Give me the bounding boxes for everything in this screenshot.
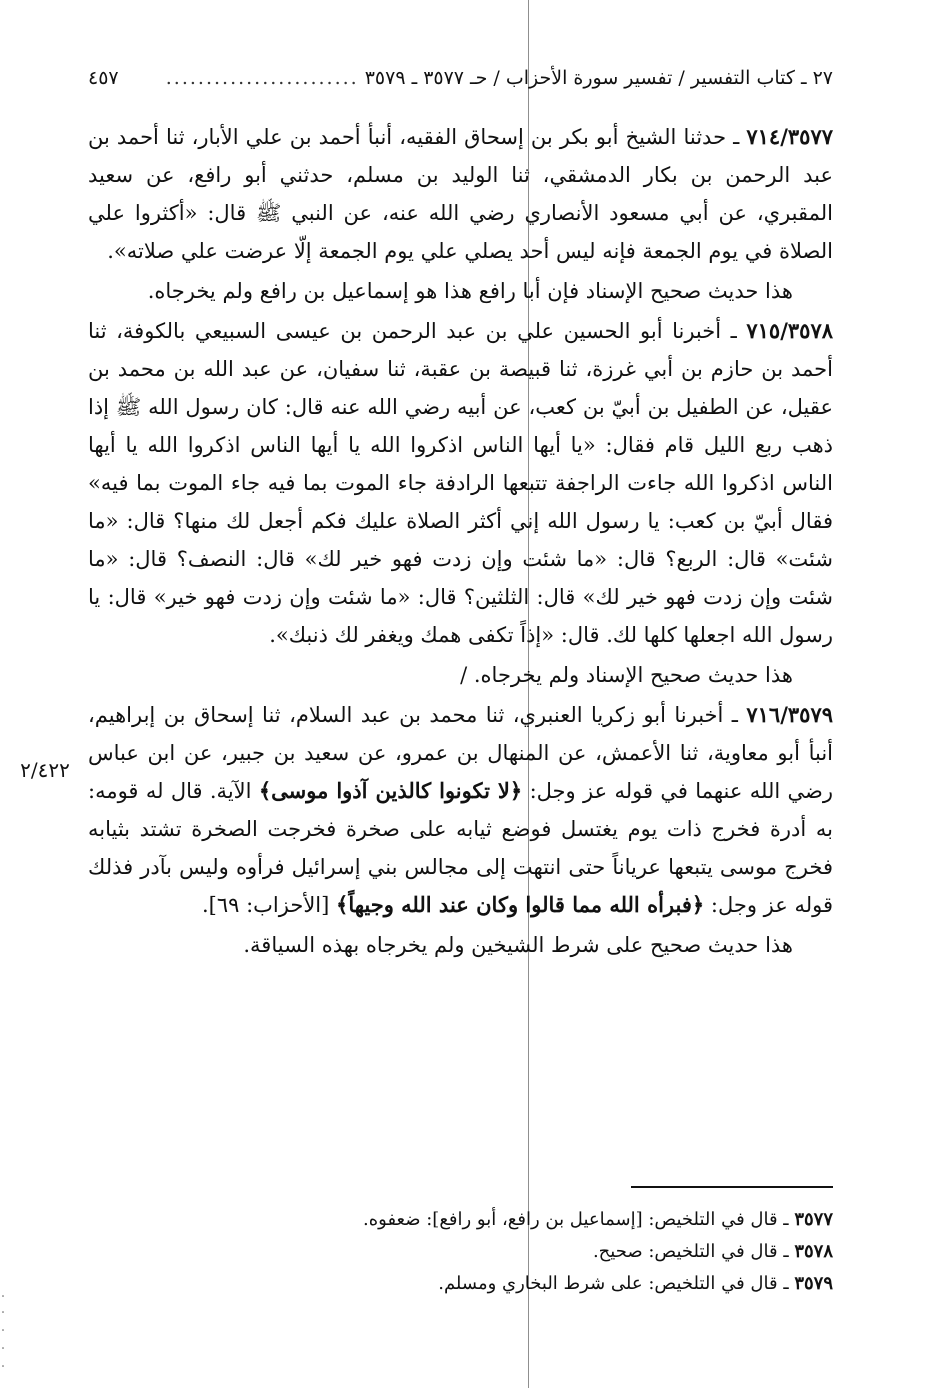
main-text bbox=[88, 118, 833, 966]
quran-verse: ﴿لا تكونوا كالذين آذوا موسى﴾ bbox=[258, 778, 523, 803]
hadith-verdict: هذا حديث صحيح الإسناد فإن أبا رافع هذا هو إسماعيل بن رافع ولم يخرجاه. bbox=[147, 279, 793, 303]
footnote bbox=[250, 1204, 833, 1236]
footnote-number: ٣٥٧٧ bbox=[794, 1209, 833, 1230]
footnote bbox=[250, 1236, 833, 1268]
footnotes bbox=[250, 1204, 833, 1300]
header-title: ٢٧ ـ كتاب التفسير / تفسير سورة الأحزاب / حـ ٣٥٧٧ ـ ٣٥٧٩ bbox=[364, 67, 833, 89]
hadith-number: ٧١٤/٣٥٧٧ bbox=[746, 124, 833, 149]
hadith-number: ٧١٥/٣٥٧٨ bbox=[746, 318, 833, 343]
scan-specks bbox=[0, 1290, 6, 1380]
hadith-entry-3577 bbox=[88, 118, 833, 270]
page-number: ٤٥٧ bbox=[88, 67, 119, 89]
hadith-number: ٧١٦/٣٥٧٩ bbox=[746, 702, 833, 727]
footnote-text: ـ قال في التلخيص: على شرط البخاري ومسلم. bbox=[438, 1273, 789, 1294]
quran-verse: ﴿فبرأه الله مما قالوا وكان عند الله وجيهاً﴾ bbox=[336, 892, 705, 917]
footnote bbox=[250, 1268, 833, 1300]
hadith-entry-3579 bbox=[88, 696, 833, 924]
margin-reference: ٢/٤٢٢ bbox=[20, 758, 70, 782]
footnote-text: ـ قال في التلخيص: [إسماعيل بن رافع، أبو رافع]: ضعفوه. bbox=[363, 1209, 789, 1230]
hadith-text: ـ أخبرنا أبو زكريا العنبري، ثنا محمد بن عبد السلام، ثنا إسحاق بن إبراهيم، أنبأ أبو معاوية، ثنا الأعمش، عن المنهال بن عمرو، عن سعيد بن جبير، عن ابن عباس رضي الله عنهما في قوله عز وجل: bbox=[88, 703, 834, 803]
running-header bbox=[88, 62, 833, 94]
footnote-number: ٣٥٧٩ bbox=[794, 1273, 833, 1294]
verse-reference: [الأحزاب: ٦٩]. bbox=[201, 893, 330, 917]
hadith-text: ـ أخبرنا أبو الحسين علي بن عبد الرحمن بن عيسى السبيعي بالكوفة، ثنا أحمد بن حازم بن أبي غرزة، ثنا قبيصة بن عقبة، ثنا سفيان، عن عبد الله بن محمد بن عقيل، عن الطفيل بن أبيّ بن كعب، عن أبيه رضي الله عنه قال: كان رسول الله ﷺ إذا ذهب ربع الليل قام فقال: «يا أيها الناس اذكروا الله يا أيها الناس اذكروا الله يا أيها الناس اذكروا الله جاءت الراجفة تتبعها الرادفة جاء الموت بما فيه جاء الموت بما فيه» فقال أبيّ بن كعب: يا رسول الله إني أكثر الصلاة عليك فكم أجعل لك منها؟ قال: «ما شئت» قال: الربع؟ قال: «ما شئت وإن زدت فهو خير لك» قال: النصف؟ قال: «ما شئت وإن زدت فهو خير لك» قال: الثلثين؟ قال: «ما شئت وإن زدت فهو خير» قال: يا رسول الله اجعلها كلها لك. قال: «إذاً تكفى همك ويغفر لك ذنبك». bbox=[88, 319, 833, 647]
footnote-text: ـ قال في التلخيص: صحيح. bbox=[592, 1241, 789, 1262]
hadith-verdict: هذا حديث صحيح الإسناد ولم يخرجاه. / bbox=[460, 663, 793, 687]
hadith-text: الآية. قال له قومه: به أدرة فخرج ذات يوم يغتسل فوضع ثيابه على صخرة فخرجت الصخرة تشتد بثيابه فخرج موسى يتبعها عرياناً حتى انتهت إلى مجالس بني إسرائيل فرأوه وليس بآدر فذلك قوله عز وجل: bbox=[88, 779, 833, 917]
footnote-separator bbox=[631, 1186, 833, 1188]
header-leader-dots: ........................ bbox=[165, 67, 359, 89]
hadith-verdict: هذا حديث صحيح على شرط الشيخين ولم يخرجاه بهذه السياقة. bbox=[243, 933, 793, 957]
footnote-number: ٣٥٧٨ bbox=[794, 1241, 833, 1262]
hadith-entry-3578 bbox=[88, 312, 833, 654]
hadith-text: ـ حدثنا الشيخ أبو بكر بن إسحاق الفقيه، أنبأ أحمد بن علي الأبار، ثنا أحمد بن عبد الرحمن بن بكار الدمشقي، ثنا الوليد بن مسلم، حدثني أبو رافع، عن سعيد المقبري، عن أبي مسعود الأنصاري رضي الله عنه، عن النبي ﷺ قال: «أكثروا علي الصلاة في يوم الجمعة فإنه ليس أحد يصلي علي يوم الجمعة إلّا عرضت علي صلاته». bbox=[88, 125, 833, 263]
